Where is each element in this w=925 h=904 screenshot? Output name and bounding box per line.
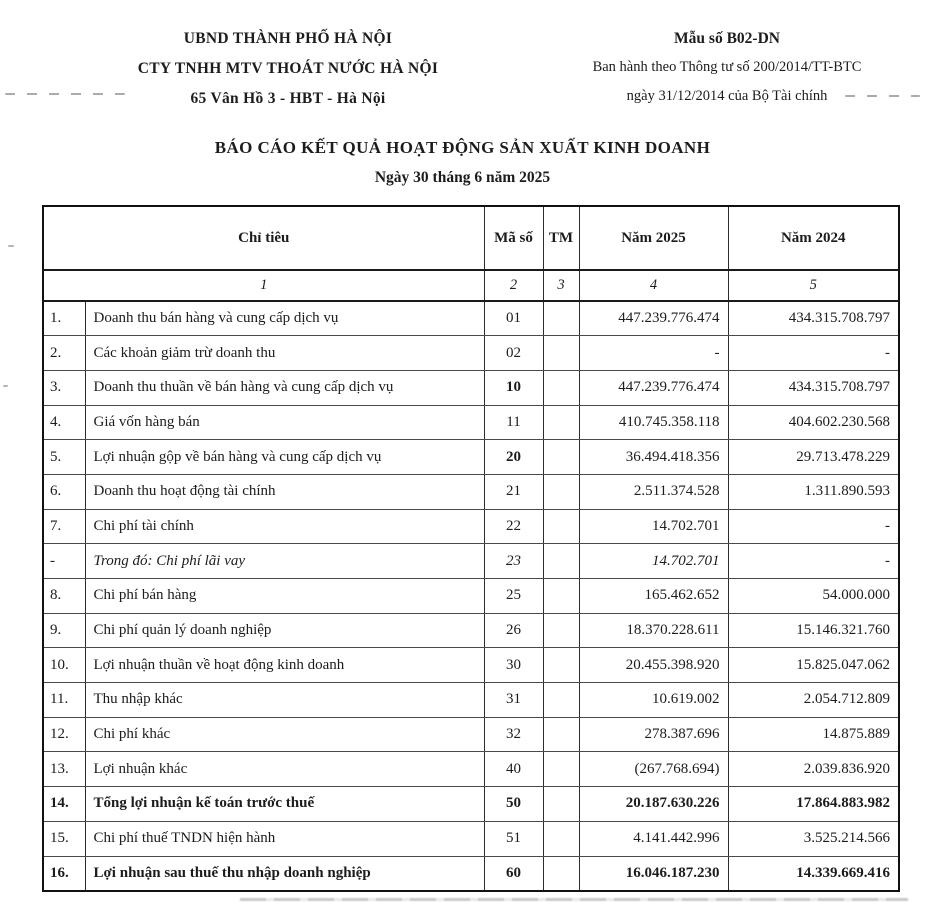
row-value-2024: 3.525.214.566: [728, 821, 899, 856]
row-value-2024: 14.875.889: [728, 717, 899, 752]
row-number: 6.: [43, 474, 85, 509]
table-row: [43, 544, 899, 579]
row-tm: [543, 301, 579, 336]
row-number: 11.: [43, 683, 85, 718]
table-row: [43, 370, 899, 405]
row-value-2024: 404.602.230.568: [728, 405, 899, 440]
row-label: Các khoản giảm trừ doanh thu: [85, 336, 484, 371]
scan-artifact-left-dashes: [5, 93, 125, 95]
column-index-2: 2: [484, 270, 543, 301]
row-label: Doanh thu hoạt động tài chính: [85, 474, 484, 509]
row-label: Chi phí quản lý doanh nghiệp: [85, 613, 484, 648]
column-index-3: 3: [543, 270, 579, 301]
row-number: 10.: [43, 648, 85, 683]
column-index-5: 5: [728, 270, 899, 301]
form-reference-block: [547, 24, 907, 114]
table-row: [43, 613, 899, 648]
row-value-2025: 2.511.374.528: [579, 474, 728, 509]
row-tm: [543, 370, 579, 405]
row-value-2025: 10.619.002: [579, 683, 728, 718]
column-index-4: 4: [579, 270, 728, 301]
row-code: 30: [484, 648, 543, 683]
row-value-2025: 278.387.696: [579, 717, 728, 752]
table-row: [43, 787, 899, 822]
row-number: 13.: [43, 752, 85, 787]
table-row: [43, 821, 899, 856]
row-code: 25: [484, 579, 543, 614]
table-row: [43, 509, 899, 544]
scan-artifact-dot-2: [3, 385, 8, 387]
row-number: 9.: [43, 613, 85, 648]
row-tm: [543, 821, 579, 856]
row-tm: [543, 683, 579, 718]
row-code: 60: [484, 856, 543, 891]
column-index-row: [43, 270, 899, 301]
form-circular: Ban hành theo Thông tư số 200/2014/TT-BTC: [592, 59, 862, 75]
row-value-2025: 20.187.630.226: [579, 787, 728, 822]
row-number: 14.: [43, 787, 85, 822]
row-code: 31: [484, 683, 543, 718]
row-code: 02: [484, 336, 543, 371]
row-code: 32: [484, 717, 543, 752]
row-tm: [543, 613, 579, 648]
row-tm: [543, 648, 579, 683]
table-body: [43, 301, 899, 891]
row-value-2025: 4.141.442.996: [579, 821, 728, 856]
header-nam-2024: Năm 2024: [728, 206, 899, 270]
row-value-2025: 447.239.776.474: [579, 301, 728, 336]
row-value-2024: 15.146.321.760: [728, 613, 899, 648]
row-label: Doanh thu thuần về bán hàng và cung cấp dịch vụ: [85, 370, 484, 405]
header-row: [43, 206, 899, 270]
row-code: 10: [484, 370, 543, 405]
header-chi-tieu: Chỉ tiêu: [43, 206, 484, 270]
row-number: 2.: [43, 336, 85, 371]
row-value-2024: 15.825.047.062: [728, 648, 899, 683]
row-value-2024: 54.000.000: [728, 579, 899, 614]
row-value-2025: (267.768.694): [579, 752, 728, 787]
table-row: [43, 683, 899, 718]
scan-artifact-bottom-smudge: [240, 898, 908, 901]
row-value-2024: -: [728, 336, 899, 371]
row-number: 16.: [43, 856, 85, 891]
row-label: Lợi nhuận gộp về bán hàng và cung cấp dịch vụ: [85, 440, 484, 475]
row-value-2024: 1.311.890.593: [728, 474, 899, 509]
header-tm: TM: [543, 206, 579, 270]
row-number: 3.: [43, 370, 85, 405]
scan-artifact-right-dashes: [845, 95, 920, 97]
company-name: CTY TNHH MTV THOÁT NƯỚC HÀ NỘI: [137, 60, 439, 77]
table-row: [43, 752, 899, 787]
row-value-2025: 14.702.701: [579, 509, 728, 544]
row-code: 26: [484, 613, 543, 648]
row-tm: [543, 336, 579, 371]
row-code: 21: [484, 474, 543, 509]
row-value-2025: 14.702.701: [579, 544, 728, 579]
row-value-2024: 14.339.669.416: [728, 856, 899, 891]
row-tm: [543, 579, 579, 614]
row-value-2025: 410.745.358.118: [579, 405, 728, 440]
row-tm: [543, 717, 579, 752]
row-number: 4.: [43, 405, 85, 440]
header-ma-so: Mã số: [484, 206, 543, 270]
row-tm: [543, 474, 579, 509]
table-row: [43, 648, 899, 683]
report-title: BÁO CÁO KẾT QUẢ HOẠT ĐỘNG SẢN XUẤT KINH DOANH: [214, 138, 711, 157]
row-tm: [543, 509, 579, 544]
row-tm: [543, 787, 579, 822]
company-authority: UBND THÀNH PHỐ HÀ NỘI: [183, 30, 393, 47]
row-code: 51: [484, 821, 543, 856]
letterhead: [0, 24, 925, 114]
table-header: [43, 206, 899, 301]
row-number: 8.: [43, 579, 85, 614]
table-row: [43, 579, 899, 614]
row-code: 01: [484, 301, 543, 336]
row-value-2025: -: [579, 336, 728, 371]
row-code: 50: [484, 787, 543, 822]
row-value-2025: 165.462.652: [579, 579, 728, 614]
report-date: Ngày 30 tháng 6 năm 2025: [374, 169, 551, 186]
column-index-1: 1: [43, 270, 484, 301]
income-statement-table: [42, 205, 900, 892]
row-label: Chi phí thuế TNDN hiện hành: [85, 821, 484, 856]
row-tm: [543, 752, 579, 787]
row-value-2024: -: [728, 509, 899, 544]
row-label: Chi phí tài chính: [85, 509, 484, 544]
row-code: 20: [484, 440, 543, 475]
company-address: 65 Vân Hồ 3 - HBT - Hà Nội: [190, 90, 386, 107]
row-number: 5.: [43, 440, 85, 475]
row-label: Trong đó: Chi phí lãi vay: [85, 544, 484, 579]
table-row: [43, 440, 899, 475]
row-number: 15.: [43, 821, 85, 856]
table-row: [43, 301, 899, 336]
row-label: Lợi nhuận thuần về hoạt động kinh doanh: [85, 648, 484, 683]
row-value-2024: 2.054.712.809: [728, 683, 899, 718]
row-label: Lợi nhuận khác: [85, 752, 484, 787]
row-label: Doanh thu bán hàng và cung cấp dịch vụ: [85, 301, 484, 336]
row-number: -: [43, 544, 85, 579]
row-value-2025: 36.494.418.356: [579, 440, 728, 475]
row-value-2024: 2.039.836.920: [728, 752, 899, 787]
row-label: Giá vốn hàng bán: [85, 405, 484, 440]
row-value-2024: -: [728, 544, 899, 579]
row-code: 40: [484, 752, 543, 787]
row-tm: [543, 544, 579, 579]
row-number: 7.: [43, 509, 85, 544]
table-row: [43, 856, 899, 891]
row-value-2024: 17.864.883.982: [728, 787, 899, 822]
row-code: 11: [484, 405, 543, 440]
table-row: [43, 474, 899, 509]
row-tm: [543, 440, 579, 475]
row-label: Lợi nhuận sau thuế thu nhập doanh nghiệp: [85, 856, 484, 891]
row-label: Thu nhập khác: [85, 683, 484, 718]
row-value-2024: 434.315.708.797: [728, 370, 899, 405]
table-row: [43, 405, 899, 440]
row-number: 12.: [43, 717, 85, 752]
row-value-2025: 18.370.228.611: [579, 613, 728, 648]
table-row: [43, 717, 899, 752]
row-label: Chi phí bán hàng: [85, 579, 484, 614]
row-value-2025: 20.455.398.920: [579, 648, 728, 683]
row-value-2024: 29.713.478.229: [728, 440, 899, 475]
row-label: Chi phí khác: [85, 717, 484, 752]
row-code: 22: [484, 509, 543, 544]
scan-artifact-dot-1: [8, 245, 14, 247]
row-number: 1.: [43, 301, 85, 336]
form-number: Mẫu số B02-DN: [674, 30, 780, 47]
table-row: [43, 336, 899, 371]
row-label: Tổng lợi nhuận kế toán trước thuế: [85, 787, 484, 822]
row-code: 23: [484, 544, 543, 579]
row-value-2025: 447.239.776.474: [579, 370, 728, 405]
company-block: [78, 24, 498, 114]
row-tm: [543, 405, 579, 440]
row-value-2024: 434.315.708.797: [728, 301, 899, 336]
row-tm: [543, 856, 579, 891]
header-nam-2025: Năm 2025: [579, 206, 728, 270]
row-value-2025: 16.046.187.230: [579, 856, 728, 891]
form-circular-date: ngày 31/12/2014 của Bộ Tài chính: [626, 88, 828, 104]
